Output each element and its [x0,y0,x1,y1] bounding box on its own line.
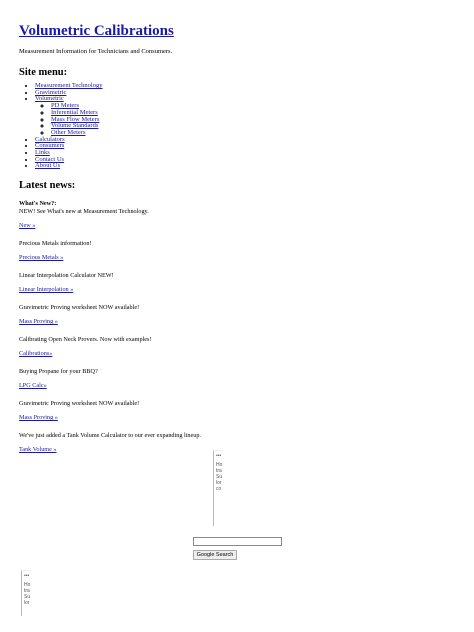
news-link-precious-metals[interactable]: Precious Metals » [19,254,64,262]
submenu-link-other-meters[interactable]: Other Meters [51,128,86,136]
menu-link-contact-us[interactable]: Contact Us [35,155,65,163]
embed-line: Su [24,594,31,600]
news-entry-link [19,446,459,454]
news-link-mass-proving[interactable]: Mass Proving » [19,318,58,326]
menu-link-links[interactable]: Links [35,149,50,157]
news-entry-text: Gravimetric Proving worksheet NOW available! [19,400,140,408]
news-entry-link [19,222,459,230]
news-entry-link [19,286,459,294]
site-menu [19,83,459,170]
submenu-item-pd-meters [51,103,459,110]
menu-item-measurement-technology [35,83,459,90]
menu-item-about-us [35,163,459,170]
menu-item-contact-us [35,157,459,164]
embedded-frame-top[interactable] [213,450,222,526]
latest-news-heading: Latest news: [19,180,76,192]
site-title [19,22,459,40]
menu-link-consumers[interactable]: Consumers [35,142,65,150]
submenu-link-inferential-meters[interactable]: Inferential Meters [51,108,98,116]
volumetric-submenu [35,103,459,137]
news-entry-link [19,254,459,262]
menu-link-measurement-technology[interactable]: Measurement Technology [35,82,103,89]
news-link-lpg-calc[interactable]: LPG Calc» [19,382,47,390]
submenu-link-pd-meters[interactable]: PD Meters [51,102,79,110]
embed-line: ••• [216,453,222,459]
menu-link-about-us[interactable]: About Us [35,162,61,170]
menu-link-volumetric[interactable]: Volumetric [35,95,64,103]
news-entry-text: NEW! See What's new at Measurement Technology. [19,208,149,216]
news-entry-text: Precious Metals information! [19,240,92,248]
news-entry-text: We've just added a Tank Volume Calculator to our ever expanding lineup. [19,432,201,440]
submenu-item-inferential-meters [51,110,459,117]
site-title-link[interactable]: Volumetric Calibrations [19,23,174,39]
menu-link-gravimetric[interactable]: Gravimetric [35,88,67,96]
embed-line: Ho [216,462,223,468]
news-entry-text: Buying Propane for your BBQ? [19,368,98,376]
page-content [19,22,459,464]
news-link-linear-interpolation[interactable]: Linear Interpolation » [19,286,74,294]
news-link-new[interactable]: New » [19,222,36,230]
news-link-tank-volume[interactable]: Tank Volume » [19,446,57,454]
news-link-mass-proving-2[interactable]: Mass Proving » [19,414,58,422]
news-entry-link [19,318,459,326]
submenu-item-mass-flow-meters [51,117,459,124]
news-entry-link [19,414,459,422]
embed-line: Su [216,474,223,480]
submenu-link-volume-standards[interactable]: Volume Standards [51,122,99,130]
embed-line: lor [216,480,222,486]
submenu-item-other-meters [51,130,459,137]
embed-line: ••• [24,573,30,579]
embedded-frame-bottom[interactable] [21,570,30,616]
menu-item-consumers [35,143,459,150]
menu-item-links [35,150,459,157]
site-tagline: Measurement Information for Technicians and Consumers. [19,48,173,55]
submenu-link-mass-flow-meters[interactable]: Mass Flow Meters [51,115,100,123]
menu-item-gravimetric [35,90,459,97]
menu-item-volumetric [35,96,459,136]
site-menu-heading: Site menu: [19,67,68,78]
menu-item-calculators [35,137,459,144]
menu-link-calculators[interactable]: Calculators [35,135,65,143]
search-input[interactable] [193,537,282,546]
embed-line: tra [216,468,222,474]
news-entry-text: Gravimetric Proving worksheet NOW available! [19,304,140,312]
news-entry-link [19,350,459,358]
embed-line: tra [24,588,30,594]
whats-new-title: What's New?: [19,200,57,208]
embed-line: Ho [24,582,31,588]
news-entry-text: Linear Interpolation Calculator NEW! [19,272,114,280]
news-list [19,200,459,454]
google-search-button[interactable]: Google Search [193,550,237,560]
embed-line: lor [24,600,30,606]
news-entry-link [19,382,459,390]
news-entry-text: Calibrating Open Neck Provers. Now with examples! [19,336,152,344]
embed-line: co [216,486,222,492]
submenu-item-volume-standards [51,123,459,130]
news-link-calibrations[interactable]: Calibrations» [19,350,53,358]
